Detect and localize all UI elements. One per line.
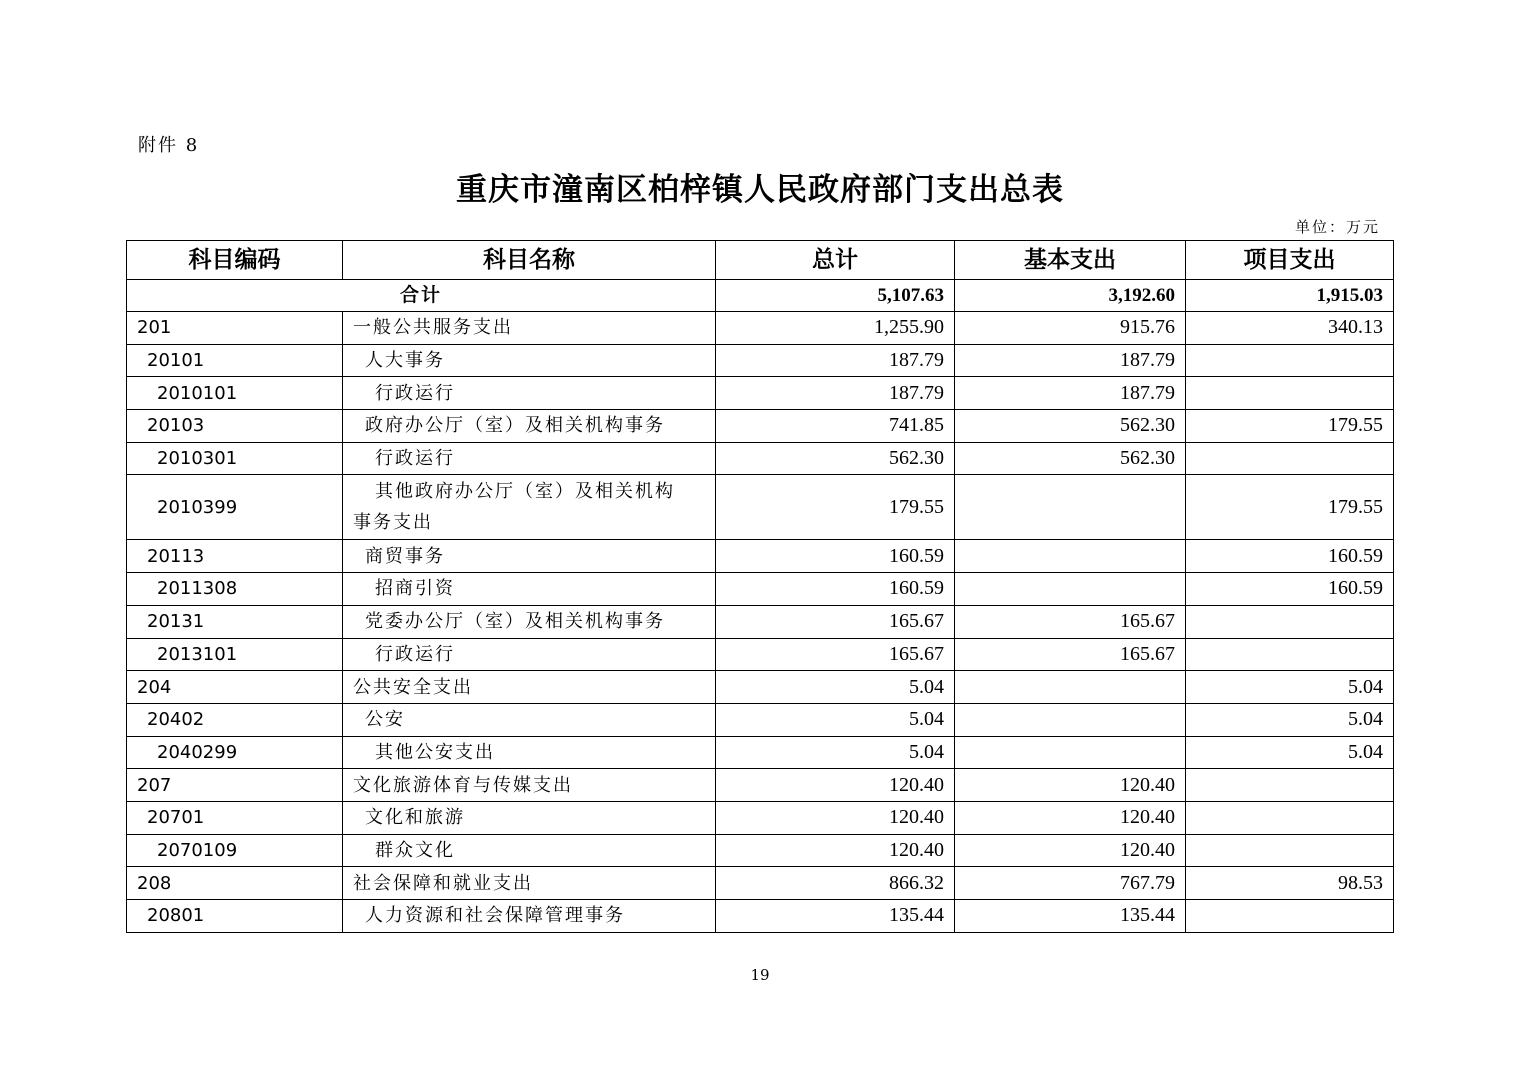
header-name: 科目名称	[343, 241, 716, 280]
row-total: 165.67	[716, 638, 955, 671]
row-basic: 135.44	[955, 900, 1186, 933]
row-name	[343, 475, 716, 540]
row-code: 2010101	[127, 377, 343, 410]
row-project: 340.13	[1186, 312, 1394, 345]
row-total: 562.30	[716, 442, 955, 475]
row-total: 160.59	[716, 540, 955, 573]
row-total: 165.67	[716, 605, 955, 638]
row-code: 20103	[127, 410, 343, 443]
row-name: 公共安全支出	[343, 671, 716, 704]
row-code: 20701	[127, 801, 343, 834]
total-project: 1,915.03	[1186, 280, 1394, 312]
row-total: 741.85	[716, 410, 955, 443]
row-total: 135.44	[716, 900, 955, 933]
page-number: 19	[750, 966, 770, 984]
row-basic	[955, 573, 1186, 606]
expenditure-table	[126, 240, 1394, 933]
row-total: 120.40	[716, 769, 955, 802]
row-name-line1: 其他政府办公厅（室）及相关机构	[375, 481, 675, 503]
row-code: 2013101	[127, 638, 343, 671]
row-name: 党委办公厅（室）及相关机构事务	[343, 605, 716, 638]
row-project	[1186, 834, 1394, 867]
row-project	[1186, 900, 1394, 933]
row-basic: 562.30	[955, 410, 1186, 443]
row-total: 120.40	[716, 834, 955, 867]
table-row	[127, 605, 1394, 638]
table-row	[127, 703, 1394, 736]
row-project	[1186, 442, 1394, 475]
table-row	[127, 801, 1394, 834]
row-code: 208	[127, 867, 343, 900]
row-project: 5.04	[1186, 736, 1394, 769]
row-project	[1186, 344, 1394, 377]
row-basic: 187.79	[955, 377, 1186, 410]
row-total: 1,255.90	[716, 312, 955, 345]
row-project	[1186, 801, 1394, 834]
row-name: 一般公共服务支出	[343, 312, 716, 345]
row-total: 187.79	[716, 344, 955, 377]
row-name: 人力资源和社会保障管理事务	[343, 900, 716, 933]
row-name: 社会保障和就业支出	[343, 867, 716, 900]
table-row	[127, 540, 1394, 573]
row-code: 2040299	[127, 736, 343, 769]
row-name: 招商引资	[343, 573, 716, 606]
row-name: 人大事务	[343, 344, 716, 377]
row-name: 群众文化	[343, 834, 716, 867]
table-row	[127, 638, 1394, 671]
row-code: 20402	[127, 703, 343, 736]
row-project	[1186, 377, 1394, 410]
table-header-row	[127, 241, 1394, 280]
row-basic: 562.30	[955, 442, 1186, 475]
row-project	[1186, 769, 1394, 802]
header-basic: 基本支出	[955, 241, 1186, 280]
row-total: 866.32	[716, 867, 955, 900]
row-code: 2011308	[127, 573, 343, 606]
table-row	[127, 900, 1394, 933]
header-project: 项目支出	[1186, 241, 1394, 280]
row-project: 179.55	[1186, 410, 1394, 443]
row-name: 公安	[343, 703, 716, 736]
total-sum: 5,107.63	[716, 280, 955, 312]
row-basic: 165.67	[955, 605, 1186, 638]
row-code: 2010301	[127, 442, 343, 475]
total-label: 合计	[127, 280, 716, 312]
attachment-label: 附件 8	[138, 135, 200, 156]
table-row	[127, 410, 1394, 443]
header-code: 科目编码	[127, 241, 343, 280]
row-project	[1186, 605, 1394, 638]
row-basic	[955, 540, 1186, 573]
table-row	[127, 344, 1394, 377]
row-total: 5.04	[716, 703, 955, 736]
row-basic: 120.40	[955, 834, 1186, 867]
total-basic: 3,192.60	[955, 280, 1186, 312]
unit-label: 单位：万元	[1294, 218, 1380, 236]
row-code: 20801	[127, 900, 343, 933]
row-project: 160.59	[1186, 573, 1394, 606]
row-basic: 915.76	[955, 312, 1186, 345]
row-total: 120.40	[716, 801, 955, 834]
row-project: 179.55	[1186, 475, 1394, 540]
table-row	[127, 867, 1394, 900]
table-row	[127, 442, 1394, 475]
row-total: 160.59	[716, 573, 955, 606]
row-code: 201	[127, 312, 343, 345]
row-basic	[955, 736, 1186, 769]
row-project: 5.04	[1186, 703, 1394, 736]
row-total: 5.04	[716, 671, 955, 704]
row-code: 20131	[127, 605, 343, 638]
table-row	[127, 834, 1394, 867]
row-code: 207	[127, 769, 343, 802]
row-name: 其他公安支出	[343, 736, 716, 769]
table-row	[127, 377, 1394, 410]
row-code: 2010399	[127, 475, 343, 540]
row-code: 2070109	[127, 834, 343, 867]
row-basic: 120.40	[955, 801, 1186, 834]
row-name: 商贸事务	[343, 540, 716, 573]
row-basic: 165.67	[955, 638, 1186, 671]
row-project: 160.59	[1186, 540, 1394, 573]
row-name: 行政运行	[343, 442, 716, 475]
table-row	[127, 769, 1394, 802]
row-name: 政府办公厅（室）及相关机构事务	[343, 410, 716, 443]
table-row	[127, 312, 1394, 345]
row-code: 20101	[127, 344, 343, 377]
table-row	[127, 736, 1394, 769]
row-name-line2: 事务支出	[353, 512, 433, 534]
row-name: 行政运行	[343, 377, 716, 410]
row-name: 文化旅游体育与传媒支出	[343, 769, 716, 802]
row-name: 行政运行	[343, 638, 716, 671]
table-row	[127, 671, 1394, 704]
table-row	[127, 573, 1394, 606]
page-title: 重庆市潼南区柏梓镇人民政府部门支出总表	[456, 172, 1064, 208]
table-row	[127, 475, 1394, 540]
row-basic	[955, 475, 1186, 540]
row-basic	[955, 671, 1186, 704]
row-basic: 120.40	[955, 769, 1186, 802]
row-basic: 187.79	[955, 344, 1186, 377]
row-total: 187.79	[716, 377, 955, 410]
row-total: 5.04	[716, 736, 955, 769]
header-total: 总计	[716, 241, 955, 280]
total-row	[127, 280, 1394, 312]
row-project	[1186, 638, 1394, 671]
row-total: 179.55	[716, 475, 955, 540]
row-project: 98.53	[1186, 867, 1394, 900]
row-name: 文化和旅游	[343, 801, 716, 834]
row-code: 20113	[127, 540, 343, 573]
row-project: 5.04	[1186, 671, 1394, 704]
row-basic	[955, 703, 1186, 736]
row-code: 204	[127, 671, 343, 704]
row-basic: 767.79	[955, 867, 1186, 900]
